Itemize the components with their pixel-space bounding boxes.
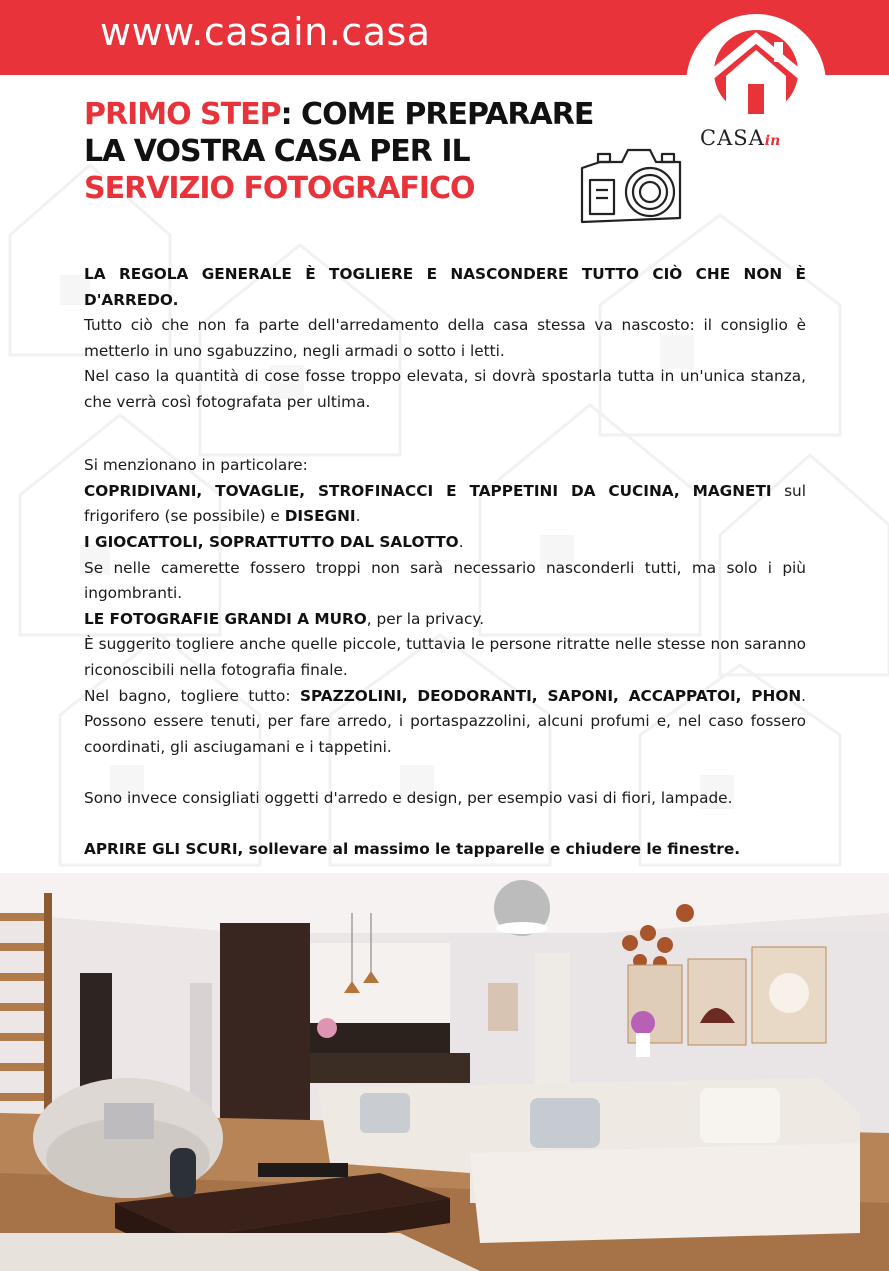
- bold-windows: APRIRE GLI SCURI, sollevare al massimo le tapparelle e chiudere le finestre.: [84, 840, 741, 859]
- bold-bathroom-items: SPAZZOLINI, DEODORANTI, SAPONI, ACCAPPATOI, PHON: [299, 686, 802, 705]
- logo-brand-sub: in: [764, 133, 781, 149]
- paragraph-windows: [84, 837, 806, 863]
- camera-icon: [578, 140, 688, 226]
- title-highlight-primo-step: PRIMO STEP: [84, 97, 281, 132]
- body-text: [84, 262, 806, 863]
- brand-logo: [686, 14, 826, 154]
- paragraph-kitchen-items: [84, 479, 806, 530]
- title-text-2: LA VOSTRA CASA PER IL: [84, 134, 470, 169]
- text-period: .: [458, 532, 464, 551]
- paragraph-toys: [84, 530, 806, 556]
- text-fridge: sul frigorifero (se possibile) e: [84, 481, 806, 526]
- paragraph-small-photos: È suggerito togliere anche quelle piccole, tuttavia le persone ritratte nelle stesse non saranno riconoscibili nella fotografia finale.: [84, 635, 806, 679]
- paragraph-single-room: Nel caso la quantità di cose fosse troppo elevata, si dovrà spostarla tutta in un'unica stanza, che verrà così fotografata per ultima.: [84, 367, 806, 411]
- text-period: .: [355, 507, 361, 526]
- paragraph-bathroom: [84, 684, 806, 761]
- site-url[interactable]: www.casain.casa: [100, 10, 431, 54]
- text-privacy: , per la privacy.: [366, 609, 485, 628]
- bold-drawings: DISEGNI: [284, 507, 356, 526]
- title-highlight-servizio: SERVIZIO FOTOGRAFICO: [84, 171, 475, 206]
- paragraph-recommended: Sono invece consigliati oggetti d'arredo e design, per esempio vasi di fiori, lampade.: [84, 788, 733, 807]
- bold-general-rule: LA REGOLA GENERALE È TOGLIERE E NASCONDERE TUTTO CIÒ CHE NON È D'ARREDO.: [84, 265, 806, 309]
- house-logo-icon: [704, 26, 804, 116]
- bold-kitchen-items: COPRIDIVANI, TOVAGLIE, STROFINACCI E TAPPETINI DA CUCINA, MAGNETI: [84, 481, 772, 500]
- logo-wordmark: [700, 126, 780, 150]
- paragraph-photos: [84, 607, 806, 633]
- title-text-1: : COME PREPARARE: [280, 97, 594, 132]
- paragraph-bedrooms: Se nelle camerette fossero troppi non sarà necessario nasconderli tutti, ma solo i più ingombranti.: [84, 558, 806, 603]
- bold-toys: I GIOCATTOLI, SOPRATTUTTO DAL SALOTTO: [84, 532, 459, 551]
- paragraph-hide-items: Tutto ciò che non fa parte dell'arredamento della casa stessa va nascosto: il consiglio è metterlo in uno sgabuzzino, negli armadi o sotto i letti.: [84, 316, 806, 360]
- text-bathroom-intro: Nel bagno, togliere tutto:: [84, 686, 300, 705]
- bold-photos: LE FOTOGRAFIE GRANDI A MURO: [84, 609, 367, 628]
- text-bathroom-keep: . Possono essere tenuti, per fare arredo, i portaspazzolini, alcuni profumi e, nel caso fossero coordinati, gli asciugamani e i tappetini.: [84, 686, 806, 756]
- paragraph-general-rule: [84, 262, 806, 313]
- page-title: [84, 96, 604, 207]
- paragraph-in-particular: Si menzionano in particolare:: [84, 456, 308, 475]
- living-room-photo: [0, 873, 889, 1271]
- logo-brand-main: CASA: [700, 126, 765, 150]
